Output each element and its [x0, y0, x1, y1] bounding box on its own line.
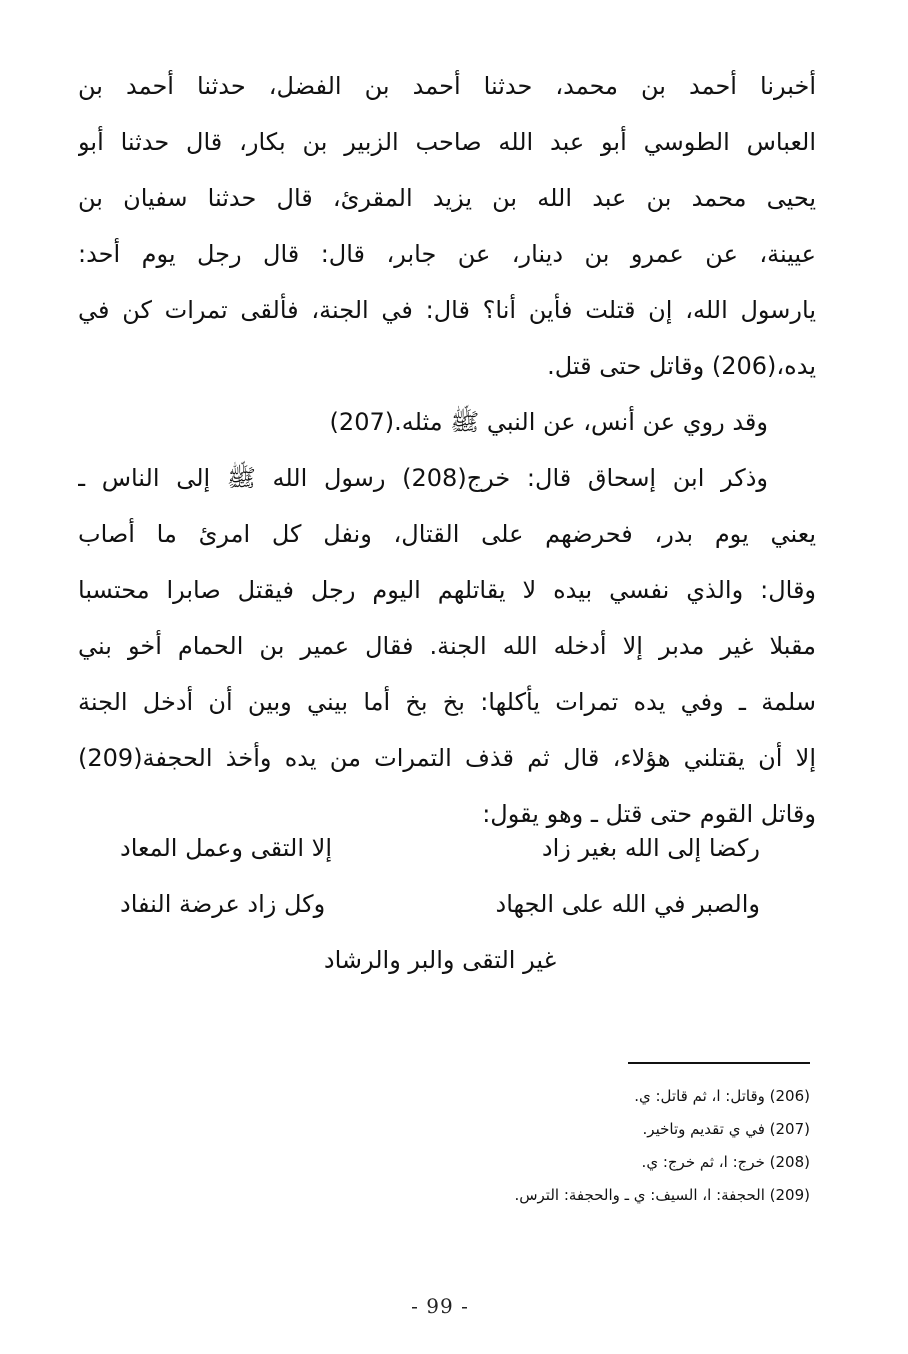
text-line: سلمة ـ وفي يده تمرات يأكلها: بخ بخ أما بيني وبين أن أدخل الجنة — [78, 688, 816, 716]
poem-verse — [120, 932, 760, 988]
verse-second-hemistich: إلا التقى وعمل المعاد — [120, 834, 333, 862]
footnote: (206) وقاتل: ا، ثم قاتل: ي. — [634, 1087, 810, 1105]
poem — [120, 820, 760, 988]
verse-first-hemistich: ركضا إلى الله بغير زاد — [541, 834, 760, 862]
main-text — [78, 58, 816, 842]
verse-single-line: غير التقى والبر والرشاد — [323, 946, 557, 974]
text-line: العباس الطوسي أبو عبد الله صاحب الزبير بن بكار، قال حدثنا أبو — [78, 128, 816, 156]
text-line: أخبرنا أحمد بن محمد، حدثنا أحمد بن الفضل، حدثنا أحمد بن — [78, 72, 816, 100]
text-line: عيينة، عن عمرو بن دينار، عن جابر، قال: قال رجل يوم أحد: — [78, 240, 816, 268]
text-line: وذكر ابن إسحاق قال: خرج(208) رسول الله ﷺ إلى الناس ـ — [78, 464, 768, 492]
verse-second-hemistich: وكل زاد عرضة النفاد — [120, 890, 326, 918]
text-line: يعني يوم بدر، فحرضهم على القتال، ونفل كل امرئ ما أصاب — [78, 520, 816, 548]
footnote-separator — [628, 1062, 810, 1064]
footnote: (209) الحجفة: ا، السيف: ي ـ والحجفة: الترس. — [514, 1186, 810, 1204]
poem-verse — [120, 820, 760, 876]
text-line: مقبلا غير مدبر إلا أدخله الله الجنة. فقال عمير بن الحمام أخو بني — [78, 632, 816, 660]
text-line: يده،(206) وقاتل حتى قتل. — [547, 352, 816, 380]
text-line: وقال: والذي نفسي بيده لا يقاتلهم اليوم رجل فيقتل صابرا محتسبا — [78, 576, 816, 604]
text-line: وقاتل القوم حتى قتل ـ وهو يقول: — [482, 800, 816, 828]
footnotes — [420, 1080, 810, 1212]
footnote: (208) خرج: ا، ثم خرج: ي. — [641, 1153, 810, 1171]
page-number: - 99 - — [411, 1294, 469, 1318]
poem-verse — [120, 876, 760, 932]
text-line: وقد روي عن أنس، عن النبي ﷺ مثله.(207) — [329, 408, 768, 436]
footnote: (207) في ي تقديم وتاخير. — [642, 1120, 810, 1138]
verse-first-hemistich: والصبر في الله على الجهاد — [495, 890, 760, 918]
text-line: يارسول الله، إن قتلت فأين أنا؟ قال: في الجنة، فألقى تمرات كن في — [78, 296, 816, 324]
text-line: إلا أن يقتلني هؤلاء، قال ثم قذف التمرات من يده وأخذ الحجفة(209) — [78, 744, 816, 772]
text-line: يحيى محمد بن عبد الله بن يزيد المقرئ، قال حدثنا سفيان بن — [78, 184, 816, 212]
